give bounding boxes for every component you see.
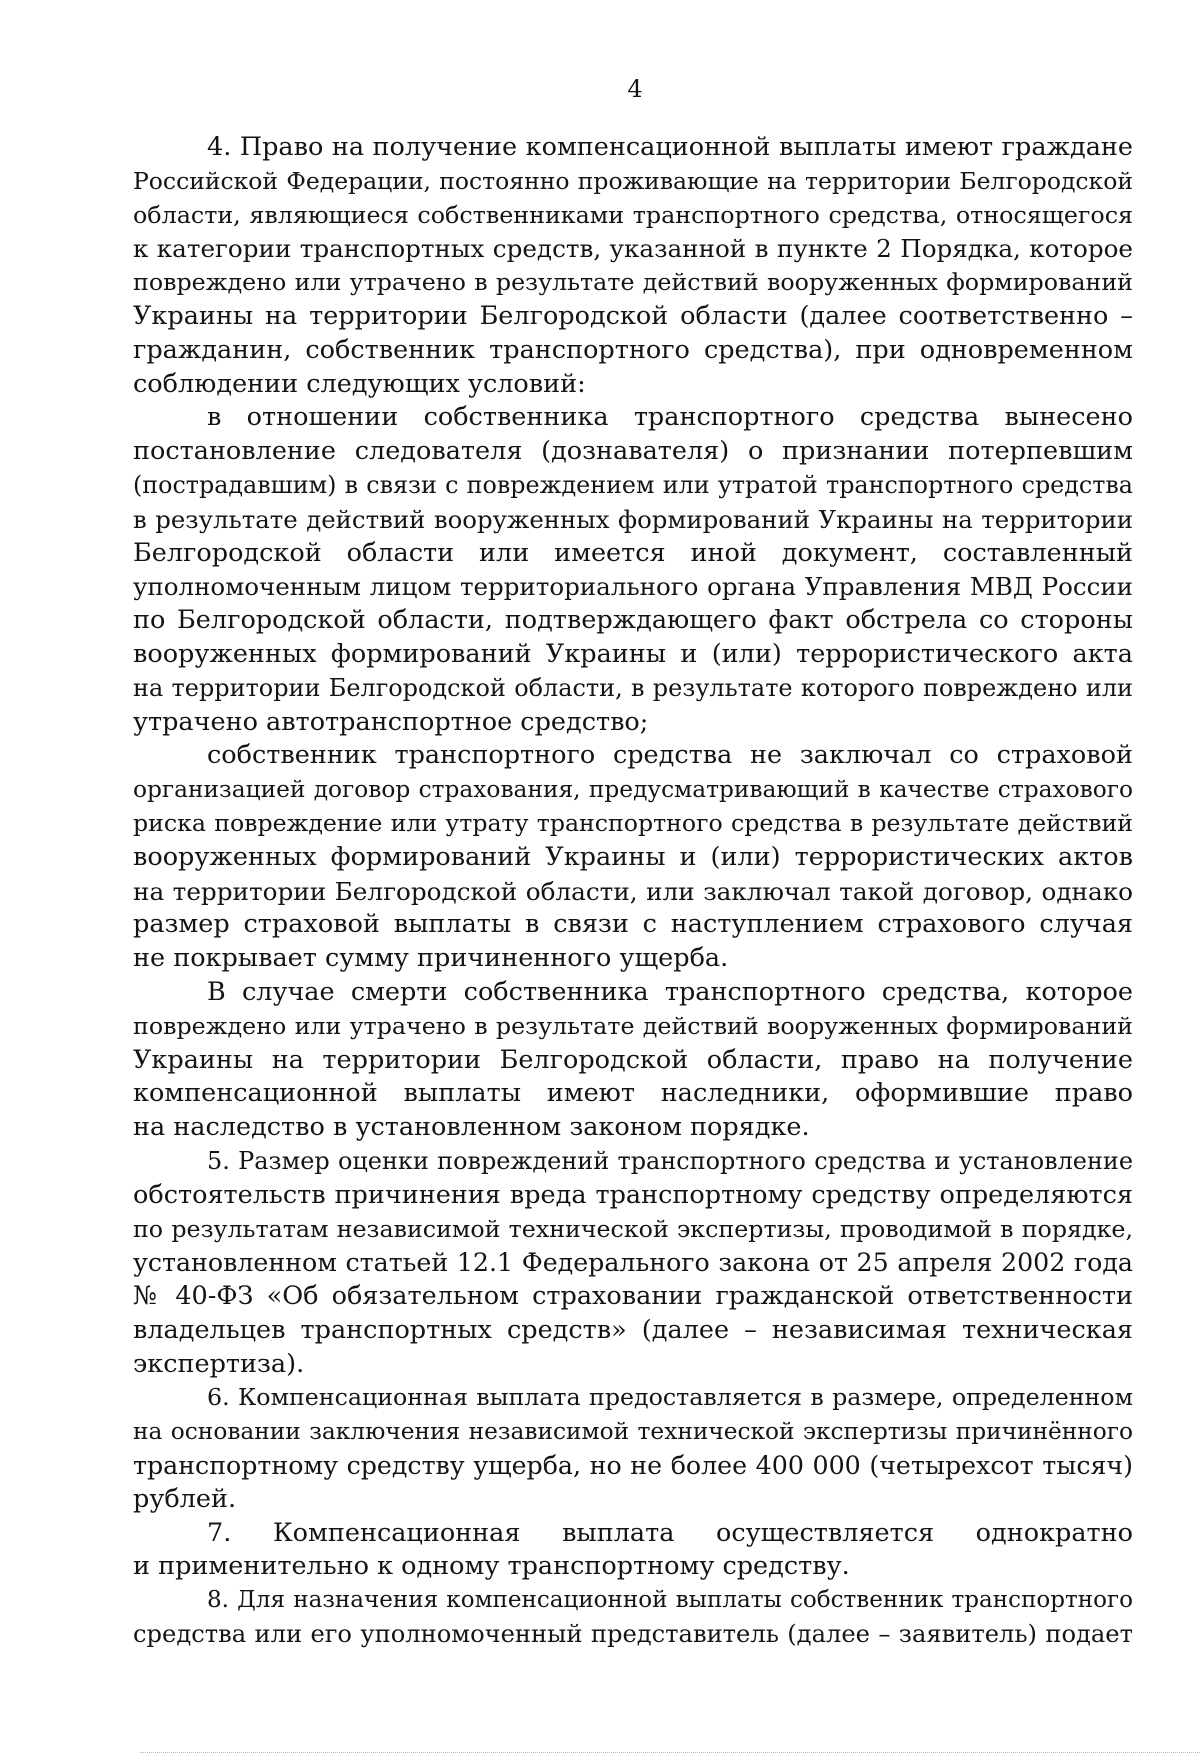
page-number: 4 — [627, 75, 643, 103]
text-line: гражданин, собственник транспортного средства), при одновременном — [133, 334, 1133, 365]
text-line: к категории транспортных средств, указанной в пункте 2 Порядка, которое — [133, 234, 1133, 264]
document-body — [133, 131, 1133, 1652]
scan-edge-line — [140, 1752, 1200, 1753]
text-line: средства или его уполномоченный представитель (далее – заявитель) подает — [133, 1620, 1133, 1649]
text-line: 6. Компенсационная выплата предоставляется в размере, определенном — [207, 1383, 1133, 1412]
text-line: риска повреждение или утрату транспортного средства в результате действий — [133, 808, 1133, 837]
text-line: (пострадавшим) в связи с повреждением или утратой транспортного средства — [133, 470, 1133, 499]
text-line: экспертиза). — [133, 1348, 305, 1379]
text-line: рублей. — [133, 1483, 237, 1514]
text-line: повреждено или утрачено в результате действий вооруженных формирований — [133, 268, 1133, 297]
text-line: уполномоченным лицом территориального органа Управления МВД России — [133, 572, 1133, 602]
text-line: и применительно к одному транспортному средству. — [133, 1551, 850, 1582]
text-line: постановление следователя (дознавателя) о признании потерпевшим — [133, 436, 1133, 467]
text-line: соблюдении следующих условий: — [133, 368, 586, 399]
text-line: утрачено автотранспортное средство; — [133, 706, 649, 737]
paragraph-p4-cond1 — [133, 401, 1133, 739]
text-line: на территории Белгородской области, или заключал такой договор, однако — [133, 876, 1133, 906]
text-line: вооруженных формирований Украины и (или) террористического акта — [133, 638, 1133, 669]
text-line: Белгородской области или имеется иной документ, составленный — [133, 537, 1133, 568]
text-line: компенсационной выплаты имеют наследники, оформившие право — [133, 1078, 1133, 1109]
text-line: в результате действий вооруженных формирований Украины на территории — [133, 504, 1133, 534]
text-line: повреждено или утрачено в результате действий вооруженных формирований — [133, 1011, 1133, 1040]
text-line: установленном статьей 12.1 Федерального закона от 25 апреля 2002 года — [133, 1248, 1133, 1278]
text-line: организацией договор страхования, предусматривающий в качестве страхового — [133, 776, 1133, 804]
text-line: Российской Федерации, постоянно проживающие на территории Белгородской — [133, 166, 1133, 195]
text-line: Украины на территории Белгородской области, право на получение — [133, 1044, 1133, 1075]
text-line: В случае смерти собственника транспортного средства, которое — [207, 976, 1133, 1007]
text-line: размер страховой выплаты в связи с наступлением страхового случая — [133, 909, 1133, 940]
text-line: вооруженных формирований Украины и (или) террористических актов — [133, 841, 1133, 872]
text-line: транспортному средству ущерба, но не более 400 000 (четырехсот тысяч) — [133, 1451, 1133, 1481]
text-line: на наследство в установленном законом порядке. — [133, 1112, 810, 1143]
text-line: владельцев транспортных средств» (далее – независимая техническая — [133, 1314, 1133, 1345]
text-line: 4. Право на получение компенсационной выплаты имеют граждане — [207, 132, 1133, 162]
paragraph-p8 — [133, 1584, 1133, 1652]
text-line: по результатам независимой технической экспертизы, проводимой в порядке, — [133, 1214, 1133, 1243]
text-line: № 40-ФЗ «Об обязательном страховании гражданской ответственности — [133, 1281, 1133, 1312]
paragraph-p7 — [133, 1517, 1133, 1585]
paragraph-p4-cond2 — [133, 739, 1133, 976]
text-line: собственник транспортного средства не заключал со страховой — [207, 740, 1133, 771]
text-line: 5. Размер оценки повреждений транспортного средства и установление — [207, 1146, 1133, 1175]
paragraph-p4-heirs — [133, 976, 1133, 1145]
text-line: по Белгородской области, подтверждающего факт обстрела со стороны — [133, 605, 1133, 636]
text-line: Украины на территории Белгородской области (далее соответственно – — [133, 300, 1133, 331]
text-line: 7. Компенсационная выплата осуществляется однократно — [207, 1517, 1133, 1548]
paragraph-p4 — [133, 131, 1133, 401]
text-line: на основании заключения независимой технической экспертизы причинённого — [133, 1418, 1133, 1446]
text-line: не покрывает сумму причиненного ущерба. — [133, 943, 729, 974]
text-line: обстоятельств причинения вреда транспортному средству определяются — [133, 1179, 1133, 1210]
text-line: 8. Для назначения компенсационной выплаты собственник транспортного — [207, 1587, 1133, 1614]
paragraph-p6 — [133, 1381, 1133, 1516]
text-line: области, являющиеся собственниками транспортного средства, относящегося — [133, 200, 1133, 229]
paragraph-p5 — [133, 1145, 1133, 1382]
text-line: на территории Белгородской области, в результате которого повреждено или — [133, 673, 1133, 702]
text-line: в отношении собственника транспортного средства вынесено — [207, 402, 1133, 433]
